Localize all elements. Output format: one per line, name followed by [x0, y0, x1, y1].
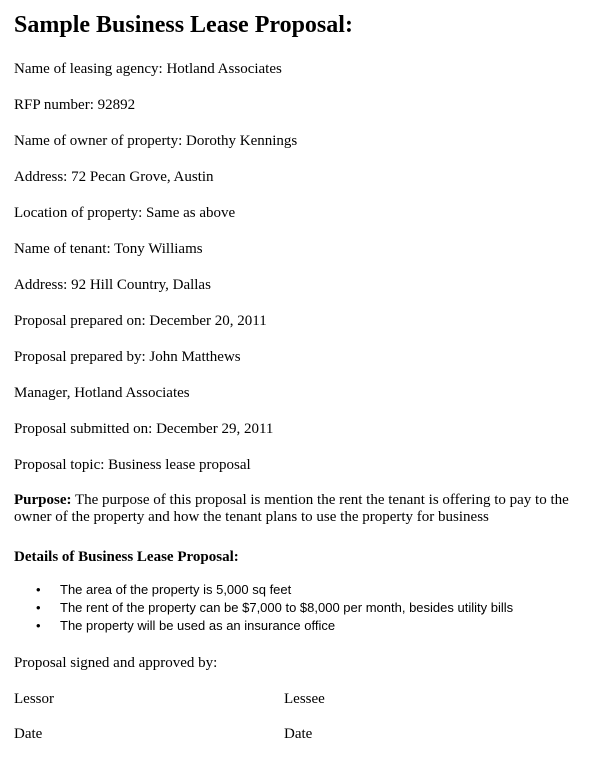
list-item — [14, 581, 592, 599]
field-prepared-on: Proposal prepared on: December 20, 2011 — [14, 313, 267, 329]
date-row — [14, 725, 592, 743]
field-tenant-name: Name of tenant: Tony Williams — [14, 241, 203, 257]
lessor-label: Lessor — [14, 691, 54, 707]
document — [14, 10, 592, 760]
field-owner-name: Name of owner of property: Dorothy Kennings — [14, 133, 298, 149]
field-leasing-agency: Name of leasing agency: Hotland Associates — [14, 61, 282, 77]
lessee-date-label: Date — [284, 726, 313, 742]
field-owner-address: Address: 72 Pecan Grove, Austin — [14, 169, 214, 185]
bullet-icon: • — [36, 600, 41, 615]
signed-approved-text: Proposal signed and approved by: — [14, 655, 218, 671]
lessor-date-label: Date — [14, 726, 43, 742]
field-submitted-on: Proposal submitted on: December 29, 2011 — [14, 421, 274, 437]
list-item — [14, 617, 592, 635]
field-property-location: Location of property: Same as above — [14, 205, 236, 221]
document-title: Sample Business Lease Proposal: — [14, 12, 353, 38]
purpose-label: Purpose: — [14, 492, 72, 508]
details-list — [14, 581, 592, 635]
purpose-paragraph — [14, 492, 592, 526]
field-preparer-title: Manager, Hotland Associates — [14, 385, 190, 401]
list-item-text: The area of the property is 5,000 sq feet — [60, 582, 292, 597]
details-heading: Details of Business Lease Proposal: — [14, 549, 239, 565]
field-proposal-topic: Proposal topic: Business lease proposal — [14, 457, 251, 473]
bullet-icon: • — [36, 582, 41, 597]
field-tenant-address: Address: 92 Hill Country, Dallas — [14, 277, 211, 293]
signature-row — [14, 690, 592, 708]
field-prepared-by: Proposal prepared by: John Matthews — [14, 349, 241, 365]
list-item — [14, 599, 592, 617]
field-rfp-number: RFP number: 92892 — [14, 97, 136, 113]
purpose-text: The purpose of this proposal is mention the rent the tenant is offering to pay to the owner of the property and how the tenant plans to use the property for business — [14, 492, 569, 525]
bullet-icon: • — [36, 618, 41, 633]
list-item-text: The property will be used as an insurance office — [60, 618, 336, 633]
lessee-label: Lessee — [284, 691, 325, 707]
list-item-text: The rent of the property can be $7,000 to $8,000 per month, besides utility bills — [60, 600, 514, 615]
